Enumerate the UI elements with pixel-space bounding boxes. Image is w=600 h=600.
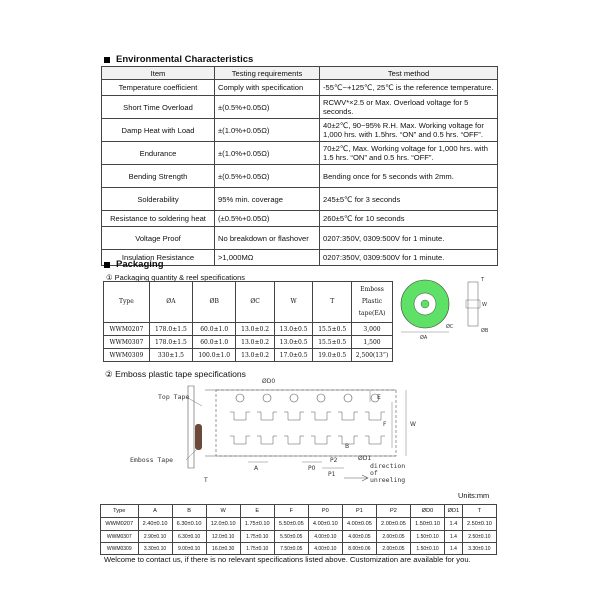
env-cell-method: 0207:350V, 0309:500V for 1 minute. bbox=[320, 250, 498, 266]
tape-header-cell: T bbox=[462, 505, 496, 518]
label-p0: P0 bbox=[308, 465, 316, 472]
env-cell-req: Comply with specification bbox=[215, 80, 320, 96]
env-cell-req: ±(0.5%+0.05Ω) bbox=[215, 165, 320, 188]
direction-line-3: unreeling bbox=[370, 476, 406, 484]
tape-pocket bbox=[284, 412, 304, 444]
tape-header-cell: A bbox=[138, 505, 172, 518]
tape-cell: 12.0±0.10 bbox=[206, 518, 240, 531]
direction-arrow-icon bbox=[344, 475, 368, 481]
pack-cell: 2,500(13”) bbox=[352, 349, 393, 362]
tape-cell: 4.00±0.10 bbox=[308, 543, 342, 555]
pack-cell: 178.0±1.5 bbox=[149, 336, 192, 349]
pack-cell: WWM0207 bbox=[104, 323, 150, 336]
table-row bbox=[102, 142, 498, 165]
env-cell-req: No breakdown or flashover bbox=[215, 227, 320, 250]
tape-header-cell: B bbox=[172, 505, 206, 518]
pack-cell: WWM0307 bbox=[104, 336, 150, 349]
tape-cell: 16.0±0.30 bbox=[206, 543, 240, 555]
table-row bbox=[102, 211, 498, 227]
env-cell-req: >1,000MΩ bbox=[215, 250, 320, 266]
env-cell-item: Damp Heat with Load bbox=[102, 119, 215, 142]
env-cell-item: Solderability bbox=[102, 188, 215, 211]
tape-cell: 6.30±0.10 bbox=[172, 531, 206, 543]
label-p2: P2 bbox=[330, 457, 338, 464]
table-row bbox=[104, 349, 393, 362]
env-title-text: Environmental Characteristics bbox=[116, 54, 254, 65]
tape-cell: 2.00±0.05 bbox=[376, 518, 410, 531]
pack-cell: 19.0±0.5 bbox=[313, 349, 352, 362]
env-cell-req: (±0.5%+0.05Ω) bbox=[215, 211, 320, 227]
tape-cell: 4.00±0.10 bbox=[308, 518, 342, 531]
tape-cell: 2.90±0.10 bbox=[138, 531, 172, 543]
table-row bbox=[102, 227, 498, 250]
sprocket-hole bbox=[236, 394, 244, 402]
packaging-section-title bbox=[104, 259, 164, 270]
tape-cell: 1.50±0.10 bbox=[411, 518, 445, 531]
pack-cell: 178.0±1.5 bbox=[149, 323, 192, 336]
env-section-title bbox=[104, 54, 253, 65]
tape-cell: 2.50±0.10 bbox=[462, 531, 496, 543]
reel-label-c: ØC bbox=[446, 324, 454, 330]
reel-diagram bbox=[390, 272, 490, 342]
reel-side-view bbox=[468, 282, 478, 326]
tape-cell: WWM0309 bbox=[101, 543, 139, 555]
table-header-row bbox=[101, 505, 497, 518]
footer-note: Welcome to contact us, if there is no relevant specifications listed above. Customization are available for you. bbox=[104, 555, 471, 564]
header-emboss: Emboss Plastic tape(EA) bbox=[352, 282, 393, 323]
tape-cell: 4.00±0.05 bbox=[342, 518, 376, 531]
tape-cell: 1.4 bbox=[445, 531, 463, 543]
pack-cell: 60.0±1.0 bbox=[193, 323, 236, 336]
tape-header-cell: F bbox=[274, 505, 308, 518]
table-row bbox=[102, 188, 498, 211]
tape-cell: 2.00±0.05 bbox=[376, 531, 410, 543]
tape-cell: 5.50±0.05 bbox=[274, 531, 308, 543]
env-cell-method: RCWV*×2.5 or Max. Overload voltage for 5 seconds. bbox=[320, 96, 498, 119]
tape-cell: WWM0307 bbox=[101, 531, 139, 543]
env-cell-req: ±(1.0%+0.05Ω) bbox=[215, 142, 320, 165]
label-t: T bbox=[204, 477, 208, 484]
tape-cell: 1.75±0.10 bbox=[240, 543, 274, 555]
env-cell-method: 40±2℃, 90~95% R.H. Max. Working voltage for 1,000 hrs. with 1.5hrs. “ON” and 0.5 hrs. “OFF”. bbox=[320, 119, 498, 142]
env-cell-method: 260±5℃ for 10 seconds bbox=[320, 211, 498, 227]
tape-cell: 2.00±0.05 bbox=[376, 543, 410, 555]
label-w: W bbox=[410, 421, 416, 428]
environmental-table bbox=[101, 66, 498, 266]
env-cell-method: Bending once for 5 seconds with 2mm. bbox=[320, 165, 498, 188]
table-header-row bbox=[104, 282, 393, 323]
reel-label-b: ØB bbox=[481, 328, 489, 334]
header-testing-requirements: Testing requirements bbox=[215, 67, 320, 80]
reel-label-a: ØA bbox=[420, 335, 428, 341]
tape-pocket bbox=[257, 412, 277, 444]
emboss-title: ② Emboss plastic tape specifications bbox=[105, 369, 246, 379]
label-b: B bbox=[345, 443, 350, 450]
emboss-tape-leader bbox=[186, 450, 196, 460]
tape-cell: 12.0±0.10 bbox=[206, 531, 240, 543]
pack-cell: 17.0±0.5 bbox=[274, 349, 313, 362]
tape-cell: 7.50±0.05 bbox=[274, 543, 308, 555]
tape-cell: 2.50±0.10 bbox=[462, 518, 496, 531]
units-label: Units:mm bbox=[458, 491, 490, 500]
tape-pocket bbox=[311, 412, 331, 444]
tape-pocket bbox=[338, 412, 358, 444]
tape-cell: 3.30±0.10 bbox=[138, 543, 172, 555]
tape-cell: 9.00±0.10 bbox=[172, 543, 206, 555]
pack-cell: 13.0±0.2 bbox=[236, 323, 275, 336]
table-row bbox=[104, 323, 393, 336]
tape-cell: WWM0207 bbox=[101, 518, 139, 531]
table-row bbox=[101, 518, 497, 531]
env-cell-item: Bending Strength bbox=[102, 165, 215, 188]
header-dc: ØC bbox=[236, 282, 275, 323]
header-type: Type bbox=[104, 282, 150, 323]
tape-pocket bbox=[230, 412, 250, 444]
env-cell-req: 95% min. coverage bbox=[215, 188, 320, 211]
label-top-tape: Top Tape bbox=[158, 393, 190, 401]
sprocket-hole bbox=[344, 394, 352, 402]
tape-header-cell: Type bbox=[101, 505, 139, 518]
tape-header-cell: P2 bbox=[376, 505, 410, 518]
table-row bbox=[102, 96, 498, 119]
tape-cell: 1.50±0.10 bbox=[411, 543, 445, 555]
square-bullet-icon bbox=[104, 262, 110, 268]
pack-cell: 13.0±0.5 bbox=[274, 323, 313, 336]
sprocket-holes bbox=[236, 394, 379, 402]
header-test-method: Test method bbox=[320, 67, 498, 80]
tape-header-cell: P1 bbox=[342, 505, 376, 518]
pack-cell: 3,000 bbox=[352, 323, 393, 336]
pack-cell: WWM0309 bbox=[104, 349, 150, 362]
header-w: W bbox=[274, 282, 313, 323]
tape-cell: 2.40±0.10 bbox=[138, 518, 172, 531]
env-cell-item: Voltage Proof bbox=[102, 227, 215, 250]
header-da: ØA bbox=[149, 282, 192, 323]
tape-pockets bbox=[230, 412, 385, 444]
tape-header-cell: ØD0 bbox=[411, 505, 445, 518]
env-cell-method: 70±2℃, Max. Working voltage for 1,000 hrs. with 1.5 hrs. “ON” and 0.5 hrs. “OFF”. bbox=[320, 142, 498, 165]
header-item: Item bbox=[102, 67, 215, 80]
table-row bbox=[101, 531, 497, 543]
env-cell-method: 0207:350V, 0309:500V for 1 minute. bbox=[320, 227, 498, 250]
label-f: F bbox=[383, 421, 387, 428]
env-cell-method: 245±5℃ for 3 seconds bbox=[320, 188, 498, 211]
pack-cell: 13.0±0.2 bbox=[236, 349, 275, 362]
tape-header-cell: P0 bbox=[308, 505, 342, 518]
tape-spec-table bbox=[100, 504, 497, 555]
reel-center-hole bbox=[421, 300, 429, 308]
pack-cell: 330±1.5 bbox=[149, 349, 192, 362]
header-db: ØB bbox=[193, 282, 236, 323]
packaging-subtitle: ① Packaging quantity & reel specifications bbox=[106, 273, 245, 282]
pack-cell: 13.0±0.2 bbox=[236, 336, 275, 349]
label-d1: ØD1 bbox=[358, 455, 372, 462]
tape-body bbox=[216, 390, 396, 456]
reel-label-t: T bbox=[481, 277, 485, 283]
tape-pocket bbox=[365, 412, 385, 444]
direction-line-1: direction bbox=[370, 462, 406, 470]
env-cell-req: ±(0.5%+0.05Ω) bbox=[215, 96, 320, 119]
header-t: T bbox=[313, 282, 352, 323]
label-d0: ØD0 bbox=[262, 378, 276, 385]
tape-cell: 1.75±0.10 bbox=[240, 531, 274, 543]
env-cell-item: Endurance bbox=[102, 142, 215, 165]
env-cell-item: Insulation Resistance bbox=[102, 250, 215, 266]
env-cell-req: ±(1.0%+0.05Ω) bbox=[215, 119, 320, 142]
direction-line-2: of bbox=[370, 469, 378, 477]
tape-cell: 1.50±0.10 bbox=[411, 531, 445, 543]
tape-cell: 3.30±0.10 bbox=[462, 543, 496, 555]
label-p1: P1 bbox=[328, 471, 336, 478]
label-emboss-tape: Emboss Tape bbox=[130, 456, 174, 464]
square-bullet-icon bbox=[104, 57, 110, 63]
table-row bbox=[102, 119, 498, 142]
tape-component bbox=[195, 424, 202, 450]
sprocket-hole bbox=[290, 394, 298, 402]
label-e: E bbox=[377, 394, 381, 401]
pack-cell: 60.0±1.0 bbox=[193, 336, 236, 349]
tape-cell: 1.4 bbox=[445, 543, 463, 555]
pack-cell: 15.5±0.5 bbox=[313, 336, 352, 349]
env-cell-item: Resistance to soldering heat bbox=[102, 211, 215, 227]
pack-cell: 100.0±1.0 bbox=[193, 349, 236, 362]
sprocket-hole bbox=[317, 394, 325, 402]
pack-cell: 1,500 bbox=[352, 336, 393, 349]
tape-cell: 8.00±0.06 bbox=[342, 543, 376, 555]
tape-cell: 1.75±0.10 bbox=[240, 518, 274, 531]
table-row bbox=[101, 543, 497, 555]
label-a: A bbox=[254, 465, 259, 472]
emboss-tape-diagram bbox=[130, 378, 470, 488]
pack-cell: 13.0±0.5 bbox=[274, 336, 313, 349]
env-cell-method: -55℃~+125℃, 25℃ is the reference temperature. bbox=[320, 80, 498, 96]
sprocket-hole bbox=[263, 394, 271, 402]
table-row bbox=[102, 80, 498, 96]
packaging-title-text: Packaging bbox=[116, 259, 164, 270]
env-cell-item: Temperature coefficient bbox=[102, 80, 215, 96]
tape-cell: 4.00±0.05 bbox=[342, 531, 376, 543]
tape-cell: 1.4 bbox=[445, 518, 463, 531]
tape-header-cell: E bbox=[240, 505, 274, 518]
table-header-row bbox=[102, 67, 498, 80]
top-tape-leader bbox=[188, 398, 202, 406]
table-row bbox=[104, 336, 393, 349]
tape-header-cell: W bbox=[206, 505, 240, 518]
tape-cell: 5.50±0.05 bbox=[274, 518, 308, 531]
packaging-table bbox=[103, 281, 393, 362]
pack-cell: 15.5±0.5 bbox=[313, 323, 352, 336]
table-row bbox=[102, 165, 498, 188]
reel-label-w: W bbox=[482, 302, 487, 308]
tape-cell: 4.00±0.10 bbox=[308, 531, 342, 543]
tape-cell: 6.30±0.10 bbox=[172, 518, 206, 531]
env-cell-item: Short Time Overload bbox=[102, 96, 215, 119]
label-direction bbox=[370, 462, 409, 484]
tape-header-cell: ØD1 bbox=[445, 505, 463, 518]
